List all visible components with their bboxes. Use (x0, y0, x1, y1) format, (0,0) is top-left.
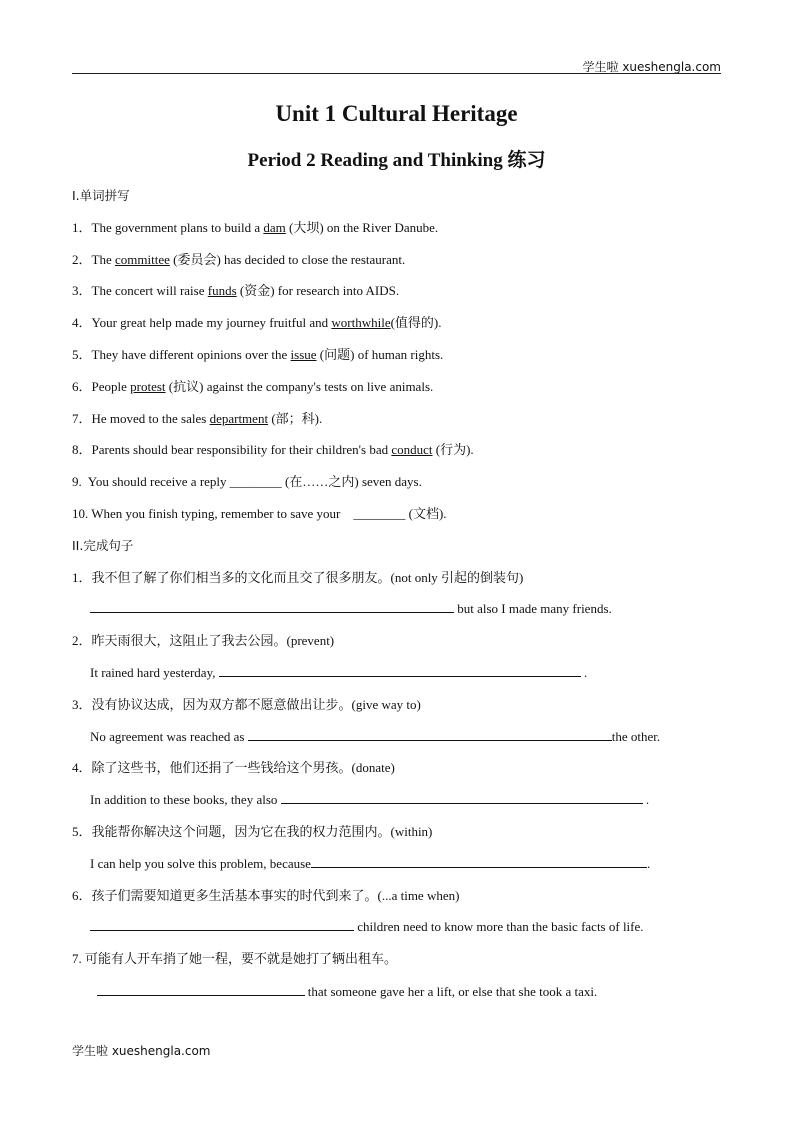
item-text: (部；科). (268, 411, 323, 426)
vocab-item (72, 410, 322, 428)
item-text: He moved to the sales (91, 411, 210, 426)
page-subtitle: Period 2 Reading and Thinking 练习 (247, 150, 546, 171)
translation-answer-line (90, 983, 597, 1001)
translation-answer-line (90, 728, 660, 746)
answer-blank (248, 729, 612, 741)
translation-prompt: 3．没有协议达成，因为双方都不愿意做出让步。(give way to) (72, 697, 421, 712)
item-text: (大坝) on the River Danube. (285, 220, 439, 235)
answer-text: No agreement was reached as (90, 729, 248, 744)
item-text: The concert will raise (91, 283, 208, 298)
item-number: 4． (72, 315, 92, 330)
item-text: (资金) for research into AIDS. (236, 283, 400, 298)
answer-text: . (646, 856, 651, 871)
vocab-item (72, 282, 399, 300)
vocab-item (72, 314, 442, 332)
answer-text: that someone gave her a lift, or else that she took a taxi. (304, 984, 598, 999)
item-number: 3． (72, 283, 92, 298)
translation-answer-line (90, 600, 612, 618)
vocab-item (72, 473, 422, 491)
answer-blank (311, 856, 647, 868)
item-answer: protest (130, 379, 166, 394)
item-number: 7． (72, 411, 92, 426)
translation-prompt: 4．除了这些书，他们还捐了一些钱给这个男孩。(donate) (72, 760, 395, 775)
section2-heading: II.完成句子 (72, 538, 134, 553)
item-number: 1． (72, 220, 92, 235)
answer-blank (219, 665, 581, 677)
item-answer: funds (207, 283, 237, 298)
answer-text: . (580, 665, 588, 680)
vocab-item (72, 251, 405, 269)
header-site: 学生啦 xueshengla.com (582, 60, 721, 74)
item-answer: issue (290, 347, 317, 362)
item-number: 2． (72, 252, 92, 267)
item-blank: ________ (353, 506, 406, 521)
item-text: (行为). (432, 442, 474, 457)
item-text: They have different opinions over the (91, 347, 291, 362)
item-text: (问题) of human rights. (316, 347, 444, 362)
item-number: 6． (72, 379, 92, 394)
page-title: Unit 1 Cultural Heritage (275, 101, 518, 126)
item-answer: worthwhile (331, 315, 391, 330)
item-text: (在……之内) seven days. (281, 474, 422, 489)
item-text: (委员会) has decided to close the restaurant. (169, 252, 406, 267)
answer-blank (90, 601, 454, 613)
item-number: 10. (72, 506, 89, 521)
answer-text: but also I made many friends. (454, 601, 612, 616)
translation-prompt: 1．我不但了解了你们相当多的文化而且交了很多朋友。(not only 引起的倒装句) (72, 570, 524, 585)
item-answer: department (209, 411, 269, 426)
item-text: (文档). (405, 506, 447, 521)
answer-blank (90, 919, 354, 931)
item-blank: ________ (229, 474, 282, 489)
answer-text: It rained hard yesterday, (90, 665, 219, 680)
item-answer: conduct (391, 442, 433, 457)
translation-answer-line (90, 664, 587, 682)
item-text: The (91, 252, 115, 267)
translation-answer-line (90, 791, 649, 809)
header-divider (72, 73, 721, 74)
item-number: 5． (72, 347, 92, 362)
item-number: 8． (72, 442, 92, 457)
item-text: (值得的). (390, 315, 442, 330)
item-text: The government plans to build a (91, 220, 264, 235)
item-answer: committee (114, 252, 170, 267)
item-text: People (91, 379, 131, 394)
item-text: You should receive a reply (81, 474, 230, 489)
item-text: When you finish typing, remember to save your (88, 506, 354, 521)
vocab-item (72, 346, 443, 364)
answer-text: In addition to these books, they also (90, 792, 281, 807)
item-text: Your great help made my journey fruitful and (91, 315, 332, 330)
translation-answer-line (90, 855, 650, 873)
translation-prompt: 6．孩子们需要知道更多生活基本事实的时代到来了。(...a time when) (72, 888, 460, 903)
answer-blank (281, 792, 643, 804)
footer-site: 学生啦 xueshengla.com (72, 1044, 211, 1058)
answer-text: I can help you solve this problem, because (90, 856, 311, 871)
vocab-item (72, 378, 433, 396)
item-answer: dam (263, 220, 286, 235)
translation-prompt: 2．昨天雨很大，这阻止了我去公园。(prevent) (72, 633, 335, 648)
translation-prompt: 7. 可能有人开车捎了她一程，要不就是她打了辆出租车。 (72, 951, 398, 966)
answer-text: the other. (611, 729, 661, 744)
translation-answer-line (90, 918, 644, 936)
answer-text: children need to know more than the basic facts of life. (354, 919, 644, 934)
vocab-item (72, 441, 474, 459)
translation-prompt: 5．我能帮你解决这个问题，因为它在我的权力范围内。(within) (72, 824, 433, 839)
section1-heading: I.单词拼写 (72, 188, 130, 203)
vocab-item (72, 505, 447, 523)
item-text: Parents should bear responsibility for their children's bad (91, 442, 392, 457)
answer-blank (97, 984, 305, 996)
vocab-item (72, 219, 438, 237)
answer-text: . (642, 792, 650, 807)
item-number: 9. (72, 474, 82, 489)
item-text: (抗议) against the company's tests on live animals. (165, 379, 434, 394)
